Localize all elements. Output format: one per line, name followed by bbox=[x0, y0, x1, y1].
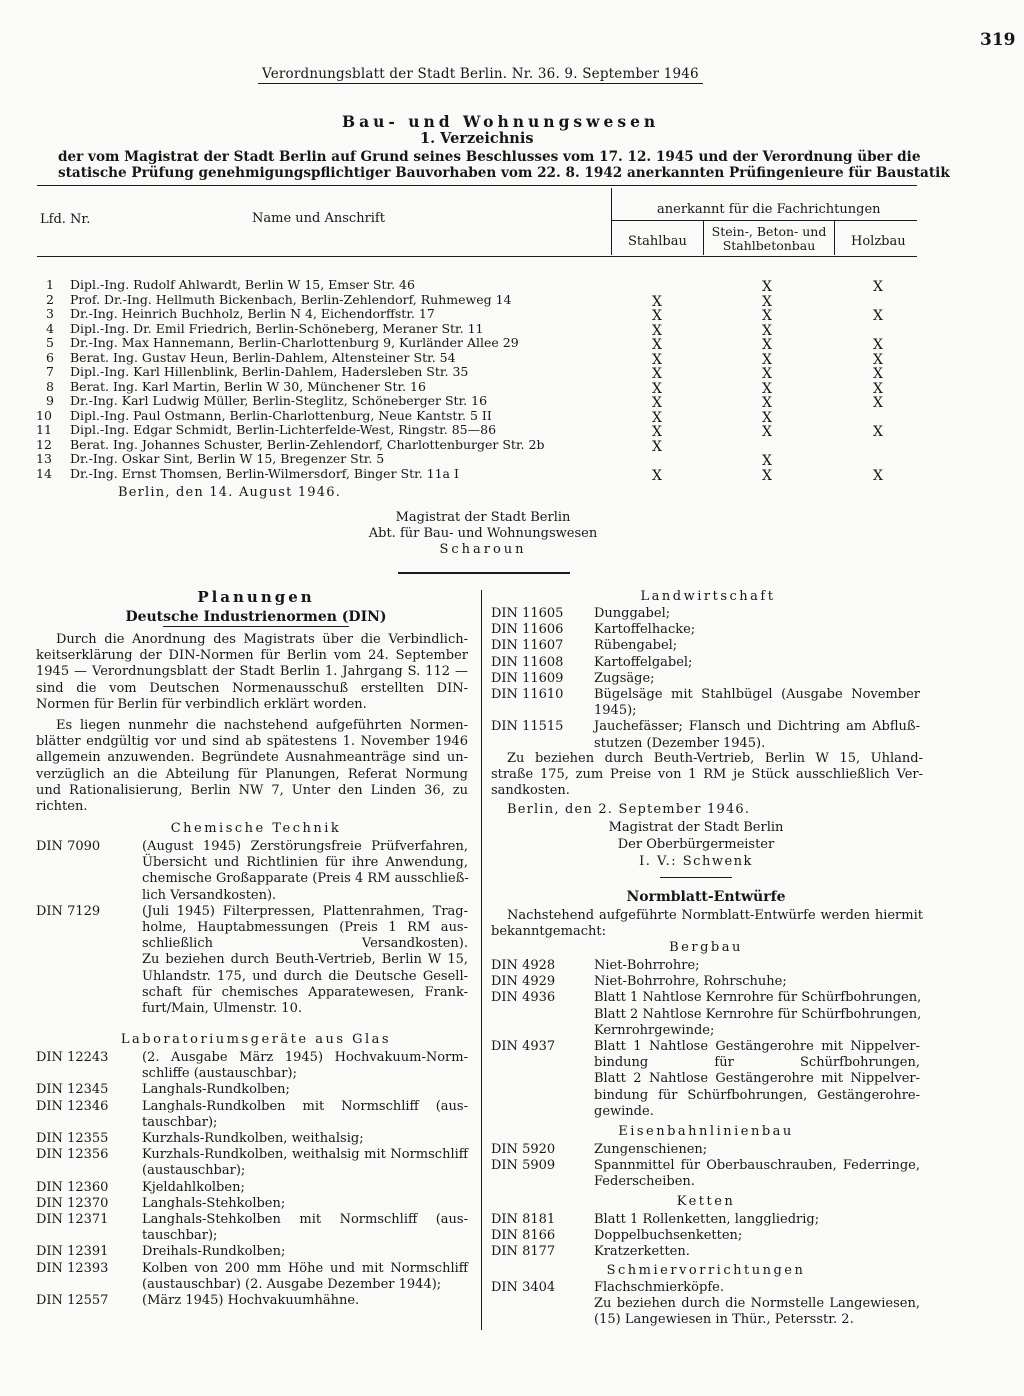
stahlbau-mark: X bbox=[652, 293, 662, 310]
stahlbau-mark: X bbox=[652, 337, 662, 353]
din-code: DIN 12355 bbox=[36, 1131, 109, 1146]
din-description: (2. Ausgabe März 1945) Hochvakuum-Norm- bbox=[142, 1050, 468, 1065]
row-number: 6 bbox=[46, 349, 54, 365]
normblatt-intro-line: bekanntgemacht: bbox=[491, 924, 606, 940]
planungen-heading: Planungen bbox=[197, 588, 315, 606]
bau-signature-1: Magistrat der Stadt Berlin bbox=[395, 510, 571, 525]
steinbau-mark: X bbox=[762, 337, 772, 353]
din-code: DIN 5909 bbox=[491, 1158, 556, 1174]
din-code: DIN 8177 bbox=[491, 1244, 556, 1260]
din-code: DIN 11609 bbox=[491, 670, 564, 686]
din-code: DIN 4929 bbox=[491, 974, 556, 990]
table-header-rule bbox=[37, 256, 917, 257]
bau-subtitle: 1. Verzeichnis bbox=[420, 130, 534, 147]
row-name: Dr.-Ing. Oskar Sint, Berlin W 15, Bregenzer Str. 5 bbox=[70, 451, 385, 466]
din-code: DIN 12360 bbox=[36, 1179, 109, 1195]
holzbau-mark: X bbox=[873, 395, 883, 411]
din-code: DIN 12371 bbox=[36, 1212, 109, 1227]
col-name-header: Name und Anschrift bbox=[252, 211, 385, 226]
page-number: 319 bbox=[980, 30, 1016, 50]
holzbau-mark: X bbox=[873, 279, 883, 295]
landwirtschaft-date: Berlin, den 2. September 1946. bbox=[507, 802, 751, 817]
row-number: 9 bbox=[46, 393, 54, 408]
din-code: DIN 5920 bbox=[491, 1142, 556, 1157]
eisenbahn-heading: Eisenbahnlinienbau bbox=[618, 1124, 794, 1139]
steinbau-mark: X bbox=[762, 395, 772, 411]
row-number: 10 bbox=[36, 407, 52, 423]
din-code: DIN 8166 bbox=[491, 1228, 556, 1244]
din-code: DIN 12346 bbox=[36, 1098, 109, 1114]
planungen-line: keitserklärung der DIN-Normen für Berlin vom 24. September bbox=[36, 648, 468, 664]
bau-signature-3: Scharoun bbox=[439, 542, 527, 557]
din-description: Niet-Bohrrohre, Rohrschuhe; bbox=[594, 974, 787, 990]
din-description: Zugsäge; bbox=[594, 670, 655, 686]
row-name: Berat. Ing. Karl Martin, Berlin W 30, Münchener Str. 16 bbox=[70, 378, 426, 394]
din-code: DIN 11515 bbox=[491, 719, 564, 735]
stahlbau-mark: X bbox=[652, 438, 662, 455]
bau-date: Berlin, den 14. August 1946. bbox=[118, 485, 342, 500]
row-number: 3 bbox=[46, 306, 54, 321]
din-description: Dunggabel; bbox=[594, 606, 671, 621]
din-description: schließlich Versandkosten). bbox=[142, 936, 468, 952]
row-name: Dipl.-Ing. Paul Ostmann, Berlin-Charlottenburg, Neue Kantstr. 5 II bbox=[70, 407, 492, 423]
din-code: DIN 7090 bbox=[36, 839, 101, 854]
din-description: Blatt 1 Nahtlose Kernrohre für Schürfbohrungen, bbox=[594, 990, 922, 1006]
right-divider bbox=[660, 877, 732, 878]
planungen-underline bbox=[163, 626, 349, 627]
din-description: gewinde. bbox=[594, 1103, 654, 1119]
din-description: Bügelsäge mit Stahlbügel (Ausgabe November bbox=[594, 687, 920, 702]
planungen-line: Normen für Berlin für verbindlich erklärt worden. bbox=[36, 696, 367, 712]
steinbau-mark: X bbox=[762, 409, 772, 426]
din-description: Blatt 2 Nahtlose Gestängerohre mit Nippelver- bbox=[594, 1071, 920, 1087]
din-code: DIN 11610 bbox=[491, 687, 564, 702]
din-description: (austauschbar) (2. Ausgabe Dezember 1944); bbox=[142, 1276, 442, 1292]
din-description: Langhals-Rundkolben; bbox=[142, 1082, 290, 1098]
landwirtschaft-note-line: Zu beziehen durch Beuth-Vertrieb, Berlin W 15, Uhland- bbox=[507, 751, 923, 766]
holzbau-mark: X bbox=[873, 366, 883, 382]
din-code: DIN 8181 bbox=[491, 1212, 556, 1227]
din-description: Rübengabel; bbox=[594, 638, 678, 654]
din-code: DIN 12243 bbox=[36, 1050, 109, 1065]
landwirtschaft-signature-1: Magistrat der Stadt Berlin bbox=[608, 820, 784, 835]
stahlbau-mark: X bbox=[652, 351, 662, 368]
din-code: DIN 11605 bbox=[491, 606, 564, 621]
row-number: 14 bbox=[36, 465, 52, 481]
col-group-header: anerkannt für die Fachrichtungen bbox=[657, 202, 881, 217]
din-description: Kurzhals-Rundkolben, weithalsig mit Normschliff bbox=[142, 1147, 468, 1163]
table-top-rule bbox=[37, 185, 917, 186]
normblatt-heading: Normblatt-Entwürfe bbox=[626, 889, 786, 905]
din-description: bindung für Schürfbohrungen, Gestängerohre- bbox=[594, 1087, 920, 1103]
steinbau-mark: X bbox=[762, 279, 772, 295]
stahlbau-mark: X bbox=[652, 424, 662, 440]
table-vline-1 bbox=[611, 188, 612, 255]
bau-intro-line1: der vom Magistrat der Stadt Berlin auf Grund seines Beschlusses vom 17. 12. 1945 und der Verordnung über die bbox=[58, 149, 921, 165]
bergbau-heading: Bergbau bbox=[669, 940, 743, 955]
din-description: Übersicht und Richtlinien für ihre Anwendung, bbox=[142, 855, 468, 871]
row-name: Dr.-Ing. Max Hannemann, Berlin-Charlottenburg 9, Kurländer Allee 29 bbox=[70, 335, 519, 350]
din-description: Niet-Bohrrohre; bbox=[594, 958, 700, 973]
din-description: Uhlandstr. 175, und durch die Deutsche Gesell- bbox=[142, 968, 468, 984]
din-description: Spannmittel für Oberbauschrauben, Federringe, bbox=[594, 1158, 920, 1174]
din-description: Kartoffelhacke; bbox=[594, 622, 696, 638]
din-description: Jauchefässer; Flansch und Dichtring am Abfluß- bbox=[594, 719, 920, 735]
din-description: Zu beziehen durch Beuth-Vertrieb, Berlin W 15, bbox=[142, 952, 468, 968]
landwirtschaft-heading: Landwirtschaft bbox=[640, 589, 776, 604]
stahlbau-mark: X bbox=[652, 308, 662, 324]
din-code: DIN 12393 bbox=[36, 1260, 109, 1276]
row-number: 8 bbox=[46, 378, 54, 394]
landwirtschaft-note-line: sandkosten. bbox=[491, 783, 570, 799]
din-code: DIN 4936 bbox=[491, 990, 556, 1006]
din-code: DIN 4937 bbox=[491, 1039, 556, 1054]
normblatt-intro-line: Nachstehend aufgeführte Normblatt-Entwürfe werden hiermit bbox=[507, 908, 923, 923]
row-number: 5 bbox=[46, 335, 54, 350]
planungen-line: sind die vom Deutschen Normenausschuß erstellten DIN- bbox=[36, 680, 468, 696]
din-description: Kartoffelgabel; bbox=[594, 654, 693, 670]
steinbau-mark: X bbox=[762, 322, 772, 339]
din-description: Langhals-Rundkolben mit Normschliff (aus- bbox=[142, 1098, 468, 1114]
din-code: DIN 11607 bbox=[491, 638, 564, 654]
din-description: holme, Hauptabmessungen (Preis 1 RM aus- bbox=[142, 920, 468, 935]
bau-intro-line2: statische Prüfung genehmigungspflichtiger Bauvorhaben vom 22. 8. 1942 anerkannten Prüfingenieure für Baustatik bbox=[58, 165, 950, 181]
din-description: tauschbar); bbox=[142, 1114, 218, 1130]
steinbau-mark: X bbox=[762, 293, 772, 310]
planungen-subtitle: Deutsche Industrienormen (DIN) bbox=[125, 609, 387, 625]
din-description: lich Versandkosten). bbox=[142, 887, 277, 903]
row-name: Dr.-Ing. Karl Ludwig Müller, Berlin-Steglitz, Schöneberger Str. 16 bbox=[70, 393, 488, 408]
din-description: Blatt 1 Nahtlose Gestängerohre mit Nippelver- bbox=[594, 1039, 920, 1054]
steinbau-mark: X bbox=[762, 351, 772, 368]
holzbau-mark: X bbox=[873, 467, 883, 484]
row-name: Dipl.-Ing. Karl Hillenblink, Berlin-Dahlem, Hadersleben Str. 35 bbox=[70, 364, 469, 379]
steinbau-mark: X bbox=[762, 308, 772, 324]
row-number: 13 bbox=[36, 451, 52, 466]
holzbau-mark: X bbox=[873, 380, 883, 397]
steinbau-mark: X bbox=[762, 467, 772, 484]
din-description: (austauschbar); bbox=[142, 1163, 246, 1179]
normblatt-note-line: Zu beziehen durch die Normstelle Langewiesen, bbox=[594, 1296, 920, 1311]
din-code: DIN 4928 bbox=[491, 958, 556, 973]
steinbau-mark: X bbox=[762, 424, 772, 440]
col-stein-header-1: Stein-, Beton- und bbox=[711, 224, 827, 239]
holzbau-mark: X bbox=[873, 351, 883, 368]
row-name: Dipl.-Ing. Edgar Schmidt, Berlin-Lichterfelde-West, Ringstr. 85—86 bbox=[70, 422, 497, 437]
holzbau-mark: X bbox=[873, 308, 883, 324]
din-code: DIN 12391 bbox=[36, 1244, 109, 1260]
row-number: 12 bbox=[36, 436, 52, 452]
holzbau-mark: X bbox=[873, 424, 883, 440]
lab-heading: Laboratoriumsgeräte aus Glas bbox=[120, 1032, 392, 1047]
din-description: Zungenschienen; bbox=[594, 1142, 708, 1157]
steinbau-mark: X bbox=[762, 366, 772, 382]
row-name: Berat. Ing. Johannes Schuster, Berlin-Zehlendorf, Charlottenburger Str. 2b bbox=[70, 436, 545, 452]
din-description: Langhals-Stehkolben; bbox=[142, 1195, 286, 1211]
group-underline bbox=[611, 220, 917, 221]
col-nr-header: Lfd. Nr. bbox=[40, 212, 91, 227]
planungen-line: verzüglich an die Abteilung für Planungen, Referat Normung bbox=[36, 766, 468, 782]
planungen-line: blätter endgültig vor und sind ab spätestens 1. November 1946 bbox=[36, 734, 468, 750]
header-rule bbox=[258, 83, 703, 84]
row-number: 7 bbox=[46, 364, 54, 379]
steinbau-mark: X bbox=[762, 453, 772, 469]
planungen-line: richten. bbox=[36, 799, 88, 814]
planungen-line: allgemein anzuwenden. Begründete Ausnahmeanträge sind un- bbox=[36, 750, 468, 766]
din-description: Doppelbuchsenketten; bbox=[594, 1228, 743, 1244]
row-name: Berat. Ing. Gustav Heun, Berlin-Dahlem, Altensteiner Str. 54 bbox=[70, 349, 456, 365]
din-code: DIN 12356 bbox=[36, 1147, 109, 1163]
col-holz-header: Holzbau bbox=[851, 234, 906, 249]
row-name: Prof. Dr.-Ing. Hellmuth Bickenbach, Berlin-Zehlendorf, Ruhmeweg 14 bbox=[70, 291, 512, 307]
ketten-heading: Ketten bbox=[676, 1194, 736, 1209]
planungen-line: 1945 — Verordnungsblatt der Stadt Berlin 1. Jahrgang S. 112 — bbox=[36, 664, 468, 680]
column-divider bbox=[481, 590, 482, 1330]
table-vline-3 bbox=[834, 220, 835, 255]
stahlbau-mark: X bbox=[652, 467, 662, 484]
din-description: Kratzerketten. bbox=[594, 1244, 690, 1260]
din-description: 1945); bbox=[594, 703, 637, 719]
din-code: DIN 11606 bbox=[491, 622, 564, 638]
din-description: Kurzhals-Rundkolben, weithalsig; bbox=[142, 1131, 364, 1146]
din-description: Federscheiben. bbox=[594, 1174, 695, 1190]
din-code: DIN 7129 bbox=[36, 903, 101, 919]
normblatt-note-line: (15) Langewiesen in Thür., Petersstr. 2. bbox=[594, 1312, 854, 1328]
din-description: Blatt 2 Nahtlose Kernrohre für Schürfbohrungen, bbox=[594, 1006, 922, 1022]
chem-heading: Chemische Technik bbox=[170, 821, 342, 836]
din-description: (März 1945) Hochvakuumhähne. bbox=[142, 1293, 360, 1308]
planungen-line: Es liegen nunmehr die nachstehend aufgeführten Normen- bbox=[56, 718, 468, 733]
planungen-line: und Rationalisierung, Berlin NW 7, Unter den Linden 36, zu bbox=[36, 782, 468, 798]
din-description: (Juli 1945) Filterpressen, Plattenrahmen, Trag- bbox=[142, 903, 468, 919]
holzbau-mark: X bbox=[873, 337, 883, 353]
din-description: furt/Main, Ulmenstr. 10. bbox=[142, 1001, 302, 1016]
stahlbau-mark: X bbox=[652, 322, 662, 339]
landwirtschaft-note-line: straße 175, zum Preise von 1 RM je Stück ausschließlich Ver- bbox=[491, 767, 923, 783]
row-name: Dr.-Ing. Ernst Thomsen, Berlin-Wilmersdorf, Binger Str. 11a I bbox=[70, 465, 459, 481]
row-number: 11 bbox=[36, 422, 52, 437]
row-number: 1 bbox=[46, 277, 54, 292]
schmier-heading: Schmiervorrichtungen bbox=[606, 1263, 806, 1278]
stahlbau-mark: X bbox=[652, 395, 662, 411]
col-stahl-header: Stahlbau bbox=[628, 234, 687, 249]
landwirtschaft-signature-3: I. V.: Schwenk bbox=[639, 854, 753, 869]
row-number: 4 bbox=[46, 320, 54, 336]
stahlbau-mark: X bbox=[652, 366, 662, 382]
din-description: Kernrohrgewinde; bbox=[594, 1022, 715, 1038]
stahlbau-mark: X bbox=[652, 409, 662, 426]
planungen-line: Durch die Anordnung des Magistrats über die Verbindlich- bbox=[56, 632, 468, 647]
bau-heading: Bau- und Wohnungswesen bbox=[342, 112, 660, 131]
din-description: (August 1945) Zerstörungsfreie Prüfverfahren, bbox=[142, 839, 468, 854]
din-code: DIN 11608 bbox=[491, 654, 564, 670]
din-description: bindung für Schürfbohrungen, bbox=[594, 1055, 920, 1071]
din-code: DIN 12345 bbox=[36, 1082, 109, 1098]
din-description: tauschbar); bbox=[142, 1228, 218, 1244]
din-description: stutzen (Dezember 1945). bbox=[594, 735, 766, 751]
section-divider bbox=[398, 572, 570, 574]
landwirtschaft-signature-2: Der Oberbürgermeister bbox=[617, 837, 775, 852]
din-code: DIN 12370 bbox=[36, 1195, 109, 1211]
din-description: Kolben von 200 mm Höhe und mit Normschliff bbox=[142, 1260, 468, 1276]
steinbau-mark: X bbox=[762, 380, 772, 397]
din-description: chemische Großapparate (Preis 4 RM ausschließ- bbox=[142, 871, 469, 887]
page-header: Verordnungsblatt der Stadt Berlin. Nr. 36. 9. September 1946 bbox=[262, 66, 699, 82]
din-description: Dreihals-Rundkolben; bbox=[142, 1244, 286, 1260]
din-description: Flachschmierköpfe. bbox=[594, 1280, 724, 1295]
din-description: schaft für chemisches Apparatewesen, Frank- bbox=[142, 984, 468, 1000]
col-stein-header-2: Stahlbetonbau bbox=[722, 238, 816, 253]
stahlbau-mark: X bbox=[652, 380, 662, 397]
din-code: DIN 3404 bbox=[491, 1280, 556, 1295]
row-name: Dipl.-Ing. Dr. Emil Friedrich, Berlin-Schöneberg, Meraner Str. 11 bbox=[70, 320, 484, 336]
din-description: Langhals-Stehkolben mit Normschliff (aus- bbox=[142, 1212, 468, 1227]
din-description: Blatt 1 Rollenketten, langgliedrig; bbox=[594, 1212, 820, 1227]
din-description: schliffe (austauschbar); bbox=[142, 1066, 297, 1082]
row-name: Dr.-Ing. Heinrich Buchholz, Berlin N 4, Eichendorffstr. 17 bbox=[70, 306, 435, 321]
row-number: 2 bbox=[46, 291, 54, 307]
row-name: Dipl.-Ing. Rudolf Ahlwardt, Berlin W 15, Emser Str. 46 bbox=[70, 277, 415, 292]
din-description: Kjeldahlkolben; bbox=[142, 1179, 245, 1195]
bau-signature-2: Abt. für Bau- und Wohnungswesen bbox=[368, 526, 598, 541]
din-code: DIN 12557 bbox=[36, 1293, 109, 1308]
